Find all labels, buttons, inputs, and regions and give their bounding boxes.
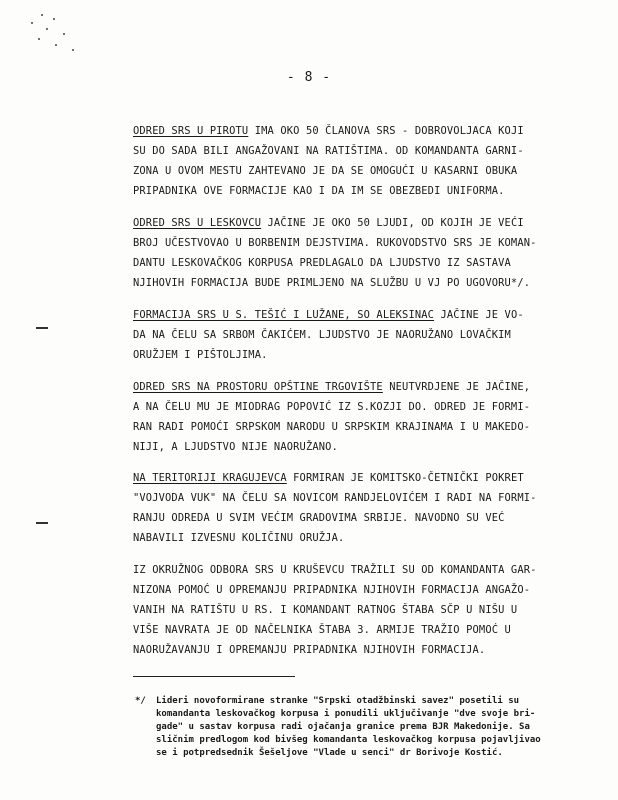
paragraph-trgoviste [133, 377, 593, 457]
paragraph-krusevac [133, 560, 593, 660]
text-segment: BROJ UČESTVOVAO U BORBENIM DEJSTVIMA. RUKOVODSTVO SRS JE KOMAN- [133, 237, 537, 249]
text-segment: SU DO SADA BILI ANGAŽOVANI NA RATIŠTIMA. OD KOMANDANTA GARNI- [133, 145, 524, 157]
paragraph-line [133, 325, 593, 345]
footnote-divider [133, 676, 295, 677]
paragraph-line [133, 437, 593, 457]
paragraph-line [133, 121, 593, 141]
paragraph-line [133, 305, 593, 325]
paragraph-line [133, 181, 593, 201]
text-segment: IZ OKRUŽNOG ODBORA SRS U KRUŠEVCU TRAŽILI SU OD KOMANDANTA GAR- [133, 564, 537, 576]
paragraph-line [133, 468, 593, 488]
paragraph-line [133, 417, 593, 437]
text-segment: IMA OKO 50 ČLANOVA SRS - DOBROVOLJACA KOJI [248, 125, 524, 137]
text-segment: VANIH NA RATIŠTU U RS. I KOMANDANT RATNOG ŠTABA SČP U NIŠU U [133, 604, 518, 616]
text-segment: "VOJVODA VUK" NA ČELU SA NOVICOM RANDJELOVIĆEM I RADI NA FORMI- [133, 492, 537, 504]
paragraph-line [133, 600, 593, 620]
footnote-body [156, 695, 541, 760]
paragraph-line [133, 345, 593, 365]
text-segment: ORUŽJEM I PIŠTOLJIMA. [133, 349, 268, 361]
text-segment: NEUTVRDJENE JE JAČINE, [382, 381, 531, 393]
footnote-line: sličnim predlogom kod bivšeg komandanta leskovačkog korpusa pojavljivao [156, 735, 541, 745]
text-segment: NIZONA POMOĆ U OPREMANJU PRIPADNIKA NJIHOVIH FORMACIJA ANGAŽO- [133, 584, 531, 596]
text-segment: PRIPADNIKA OVE FORMACIJE KAO I DA IM SE OBEZBEDI UNIFORMA. [133, 185, 505, 197]
paragraph-line [133, 253, 593, 273]
underlined-heading: NA TERITORIJI KRAGUJEVCA [133, 472, 287, 484]
text-segment: NIJI, A LJUDSTVO NIJE NAORUŽANO. [133, 441, 338, 453]
page-number: - 8 - [286, 70, 332, 85]
text-segment: NJIHOVIH FORMACIJA BUDE PRIMLJENO NA SLUŽBU U VJ PO UGOVORU*/. [133, 277, 531, 289]
text-segment: VIŠE NAVRATA JE OD NAČELNIKA ŠTABA 3. ARMIJE TRAŽIO POMOĆ U [133, 624, 511, 636]
paragraph-line [133, 488, 593, 508]
paragraph-line [133, 560, 593, 580]
text-segment: NABAVILI IZVESNU KOLIČINU ORUŽJA. [133, 532, 345, 544]
paragraph-line [133, 580, 593, 600]
paragraph-line [133, 141, 593, 161]
paragraph-pirot [133, 121, 593, 201]
underlined-heading: ODRED SRS U LESKOVCU [133, 217, 262, 229]
text-segment: JAČINE JE VO- [434, 309, 524, 321]
text-segment: ZONA U OVOM MESTU ZAHTEVANO JE DA SE OMOGUĆI U KASARNI OBUKA [133, 165, 518, 177]
text-segment: A NA ČELU MU JE MIODRAG POPOVIĆ IZ S.KOZJI DO. ODRED JE FORMI- [133, 401, 531, 413]
footnote-line: Lideri novoformirane stranke "Srpski otadžbinski savez" posetili su [156, 696, 520, 706]
underlined-heading: ODRED SRS NA PROSTORU OPŠTINE TRGOVIŠTE [133, 381, 383, 393]
paragraph-line [133, 233, 593, 253]
footnote-line: se i potpredsednik Šešeljove "Vlade u senci" dr Borivoje Kostić. [156, 748, 503, 758]
underlined-heading: FORMACIJA SRS U S. TEŠIĆ I LUŽANE, SO ALEKSINAC [133, 309, 435, 321]
paragraph-line [133, 273, 593, 293]
paragraph-tesic-luzane [133, 305, 593, 365]
footnote-line: gade" u sastav korpusa radi ojačanja granice prema BJR Makedonije. Sa [156, 722, 530, 732]
footnote-line: komandanta leskovačkog korpusa i ponudili uključivanje "dve svoje bri- [156, 709, 536, 719]
paragraph-line [133, 377, 593, 397]
paragraph-line [133, 528, 593, 548]
text-segment: JAČINE JE OKO 50 LJUDI, OD KOJIH JE VEĆI [261, 217, 524, 229]
text-segment: NAORUŽAVANJU I OPREMANJU PRIPADNIKA NJIHOVIH FORMACIJA. [133, 644, 486, 656]
paragraph-line [133, 640, 593, 660]
paragraph-line [133, 508, 593, 528]
text-segment: RANJU ODREDA U SVIM VEĆIM GRADOVIMA SRBIJE. NAVODNO SU VEĆ [133, 512, 505, 524]
text-segment: FORMIRAN JE KOMITSKO-ČETNIČKI POKRET [286, 472, 524, 484]
paragraph-kragujevac [133, 468, 593, 548]
paragraph-line [133, 213, 593, 233]
paragraph-line [133, 397, 593, 417]
underlined-heading: ODRED SRS U PIROTU [133, 125, 249, 137]
text-segment: DA NA ČELU SA SRBOM ČAKIĆEM. LJUDSTVO JE NAORUŽANO LOVAČKIM [133, 329, 511, 341]
text-segment: RAN RADI POMOĆI SRPSKOM NARODU U SRPSKIM KRAJINAMA I U MAKEDO- [133, 421, 531, 433]
text-segment: DANTU LESKOVAČKOG KORPUSA PREDLAGALO DA LJUDSTVO IZ SASTAVA [133, 257, 511, 269]
paragraph-line [133, 161, 593, 181]
footnote-marker: */ [135, 696, 146, 706]
paragraph-leskovac [133, 213, 593, 293]
paragraph-line [133, 620, 593, 640]
